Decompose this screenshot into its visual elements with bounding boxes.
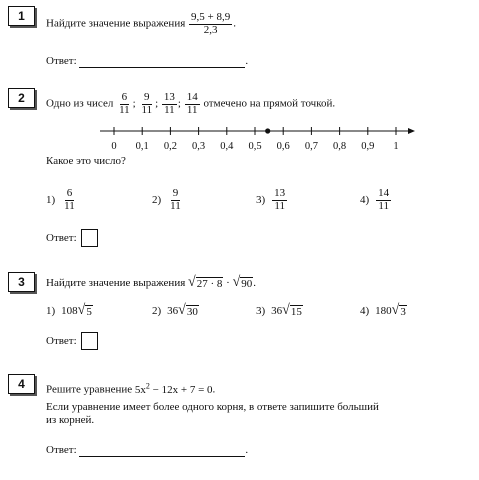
task-4-note-line2: из корней.: [46, 414, 95, 426]
marked-point: [265, 128, 270, 133]
number-line-tick-label: 0,3: [192, 141, 206, 152]
task-2-option-3[interactable]: 3) $\frac{13}{11}$: [256, 187, 286, 212]
task-2-option-2[interactable]: 2) $\frac{9}{11}$: [152, 187, 181, 212]
task-1-expression: $\frac{9,5 + 8,9}{2,3}$: [191, 11, 231, 36]
task-4-equation: $5x^2 - 12x + 7 = 0$: [134, 381, 213, 396]
task-3-option-4[interactable]: 4) 180 √ 3: [360, 302, 406, 319]
task-4-answer-line[interactable]: [79, 445, 245, 457]
task-4-prompt: Решите уравнение $5x^2 - 12x + 7 = 0$.: [46, 381, 216, 396]
number-line-tick-label: 0,4: [220, 141, 234, 152]
number-line: [90, 120, 420, 154]
task-3-option-3[interactable]: 3) 36 √ 15: [256, 302, 302, 319]
fraction-14-11: $\frac{14}{11}$: [186, 91, 198, 116]
task-1-answer: Ответ: .: [46, 55, 249, 67]
sqrt-90: √ 90: [232, 274, 253, 291]
task-2-answer: Ответ:: [46, 229, 98, 247]
task-1-text: Найдите значение выражения: [46, 17, 186, 30]
task-1-prompt: Найдите значение выражения $\frac{9,5 + 8,9}{2,3}$ .: [46, 11, 236, 36]
task-3-option-1[interactable]: 1) 108 √ 5: [46, 302, 92, 319]
task-2-answer-box[interactable]: [81, 229, 98, 247]
task-3-answer-box[interactable]: [81, 332, 98, 350]
task-number-4: 4: [8, 374, 35, 394]
number-line-tick-label: 1: [393, 141, 399, 152]
task-2-option-4[interactable]: 4) $\frac{14}{11}$: [360, 187, 390, 212]
task-number-2: 2: [8, 88, 35, 108]
task-4-note-line1: Если уравнение имеет более одного корня, в ответе запишите больший: [46, 401, 379, 413]
task-3-prompt: Найдите значение выражения √ 27 · 8 · √ 90 .: [46, 274, 256, 291]
task-4-answer: Ответ: .: [46, 444, 249, 456]
number-line-tick-label: 0,1: [135, 141, 149, 152]
sqrt-27-8: √ 27 · 8: [188, 274, 223, 291]
number-line-tick-label: 0,7: [304, 141, 318, 152]
number-line-tick-label: 0,8: [333, 141, 347, 152]
fraction-13-11: $\frac{13}{11}$: [163, 91, 175, 116]
task-2-prompt: Одно из чисел $\frac{6}{11}$ ; $\frac{9}{11}$ ; $\frac{13}{11}$ ; $\frac{14}{11}$ отмечено на прямой точкой.: [46, 91, 336, 116]
task-number-3: 3: [8, 272, 35, 292]
number-line-tick-label: 0,2: [163, 141, 177, 152]
task-2-option-1[interactable]: 1) $\frac{6}{11}$: [46, 187, 75, 212]
number-line-tick-label: 0,5: [248, 141, 262, 152]
fraction-6-11: $\frac{6}{11}$: [119, 91, 130, 116]
number-line-arrow: [408, 128, 415, 134]
fraction-9-11: $\frac{9}{11}$: [141, 91, 153, 116]
number-line-tick-label: 0,6: [276, 141, 290, 152]
number-line-tick-label: 0,9: [361, 141, 375, 152]
task-3-option-2[interactable]: 2) 36 √ 30: [152, 302, 198, 319]
number-line-tick-label: 0: [111, 141, 117, 152]
task-1-answer-line[interactable]: [79, 56, 245, 68]
task-2-question: Какое это число?: [46, 155, 126, 167]
task-3-answer: Ответ:: [46, 332, 98, 350]
task-number-1: 1: [8, 6, 35, 26]
